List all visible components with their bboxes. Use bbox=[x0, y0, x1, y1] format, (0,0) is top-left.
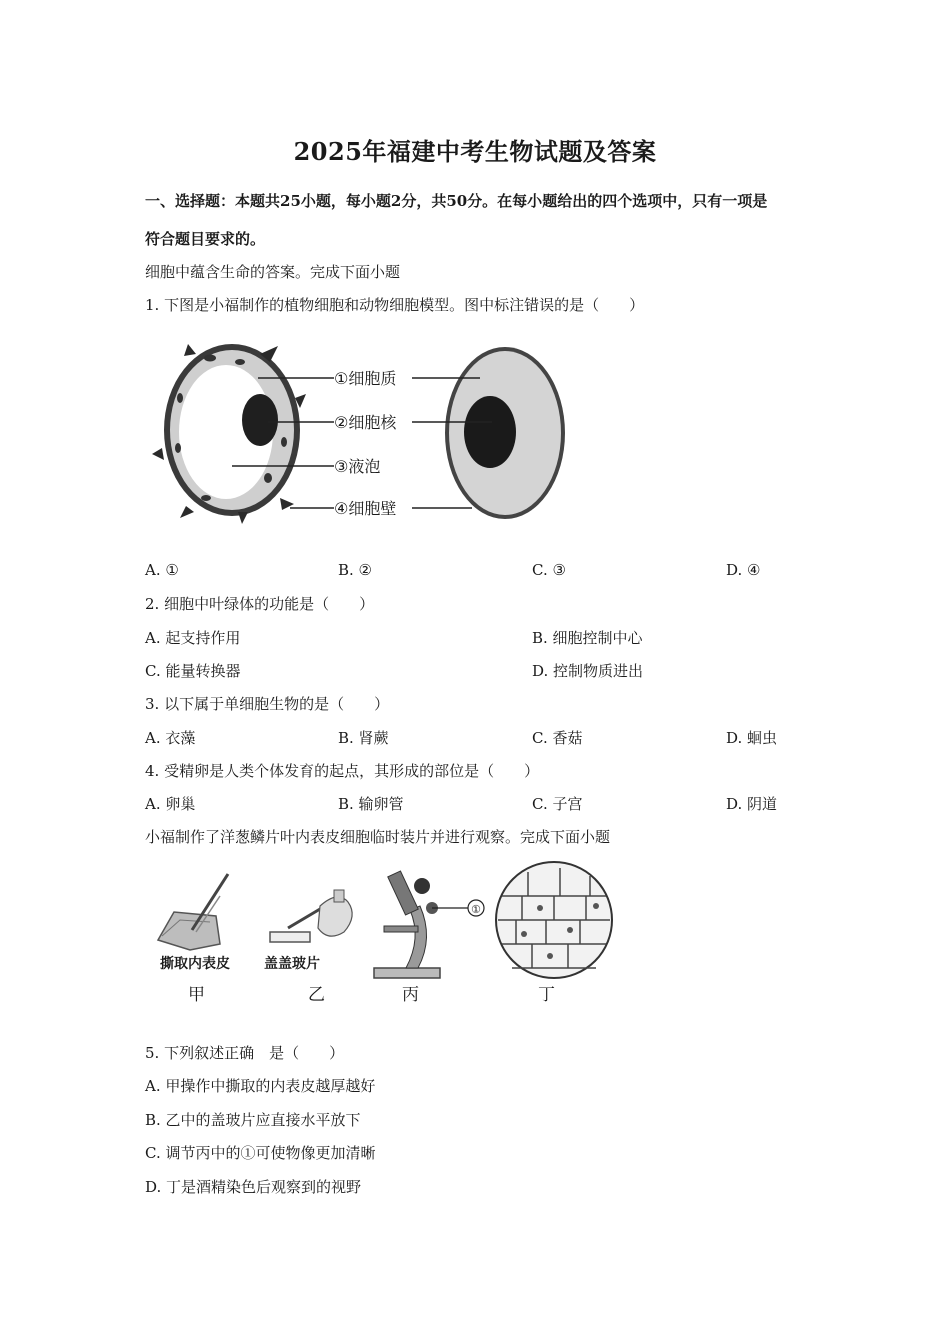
q4-option-b: B. 输卵管 bbox=[338, 795, 404, 813]
section-heading-line2: 符合题目要求的。 bbox=[145, 230, 266, 248]
caption-tear-epidermis: 撕取内表皮 bbox=[160, 956, 230, 972]
q1-option-d: D. ④ bbox=[726, 561, 761, 579]
q3-option-b: B. 肾蕨 bbox=[338, 729, 389, 747]
panel-label-jia: 甲 bbox=[188, 985, 205, 1005]
q3-option-a: A. 衣藻 bbox=[145, 729, 196, 747]
question-4-stem: 4. 受精卵是人类个体发育的起点，其形成的部位是（ ） bbox=[145, 762, 540, 780]
q4-option-c: C. 子宫 bbox=[532, 795, 583, 813]
q2-option-a: A. 起支持作用 bbox=[145, 629, 241, 647]
q5-option-a: A. 甲操作中撕取的内表皮越厚越好 bbox=[145, 1077, 376, 1095]
q1-option-b: B. ② bbox=[338, 561, 373, 579]
plant-cell-model bbox=[152, 344, 306, 524]
q1-option-a: A. ① bbox=[145, 561, 179, 579]
panel-label-bing: 丙 bbox=[402, 985, 419, 1005]
figure-label-cytoplasm: ①细胞质 bbox=[334, 369, 397, 388]
cell-model-figure bbox=[150, 338, 580, 528]
intro-text-2: 小福制作了洋葱鳞片叶内表皮细胞临时装片并进行观察。完成下面小题 bbox=[145, 828, 611, 846]
panel-label-ding: 丁 bbox=[538, 985, 555, 1005]
question-2-stem: 2. 细胞中叶绿体的功能是（ ） bbox=[145, 595, 375, 613]
intro-text: 细胞中蕴含生命的答案。完成下面小题 bbox=[145, 263, 401, 281]
question-3-stem: 3. 以下属于单细胞生物的是（ ） bbox=[145, 695, 390, 713]
caption-cover-slip: 盖盖玻片 bbox=[264, 956, 320, 972]
q5-option-c: C. 调节丙中的①可使物像更加清晰 bbox=[145, 1144, 376, 1162]
q3-option-d: D. 蛔虫 bbox=[726, 729, 778, 747]
animal-cell-model bbox=[445, 347, 565, 519]
q5-option-d: D. 丁是酒精染色后观察到的视野 bbox=[145, 1178, 362, 1196]
tearing-epidermis-illustration bbox=[158, 874, 228, 950]
panel-label-yi: 乙 bbox=[308, 985, 325, 1005]
q2-option-b: B. 细胞控制中心 bbox=[532, 629, 643, 647]
microscope-view-illustration bbox=[496, 862, 612, 978]
page-title: 2025年福建中考生物试题及答案 bbox=[293, 137, 657, 166]
section-heading-line1: 一、选择题：本题共25小题，每小题2分，共50分。在每小题给出的四个选项中，只有一项是 bbox=[145, 192, 768, 210]
coverslip-illustration bbox=[270, 890, 352, 942]
question-5-stem: 5. 下列叙述正确 是（ ） bbox=[145, 1044, 345, 1062]
q4-option-d: D. 阴道 bbox=[726, 795, 778, 813]
figure-label-vacuole: ③液泡 bbox=[334, 457, 381, 476]
question-1-stem: 1. 下图是小福制作的植物细胞和动物细胞模型。图中标注错误的是（ ） bbox=[145, 296, 645, 314]
q2-option-c: C. 能量转换器 bbox=[145, 662, 241, 680]
q5-option-b: B. 乙中的盖玻片应直接水平放下 bbox=[145, 1111, 361, 1129]
slide-procedure-figure bbox=[150, 856, 620, 1016]
q1-option-c: C. ③ bbox=[532, 561, 566, 579]
q3-option-c: C. 香菇 bbox=[532, 729, 583, 747]
q4-option-a: A. 卵巢 bbox=[145, 795, 196, 813]
microscope-marker: ① bbox=[471, 903, 481, 916]
microscope-illustration bbox=[374, 871, 484, 978]
q2-option-d: D. 控制物质进出 bbox=[532, 662, 644, 680]
figure-label-nucleus: ②细胞核 bbox=[334, 413, 397, 432]
figure-label-cell-wall: ④细胞壁 bbox=[334, 499, 397, 518]
